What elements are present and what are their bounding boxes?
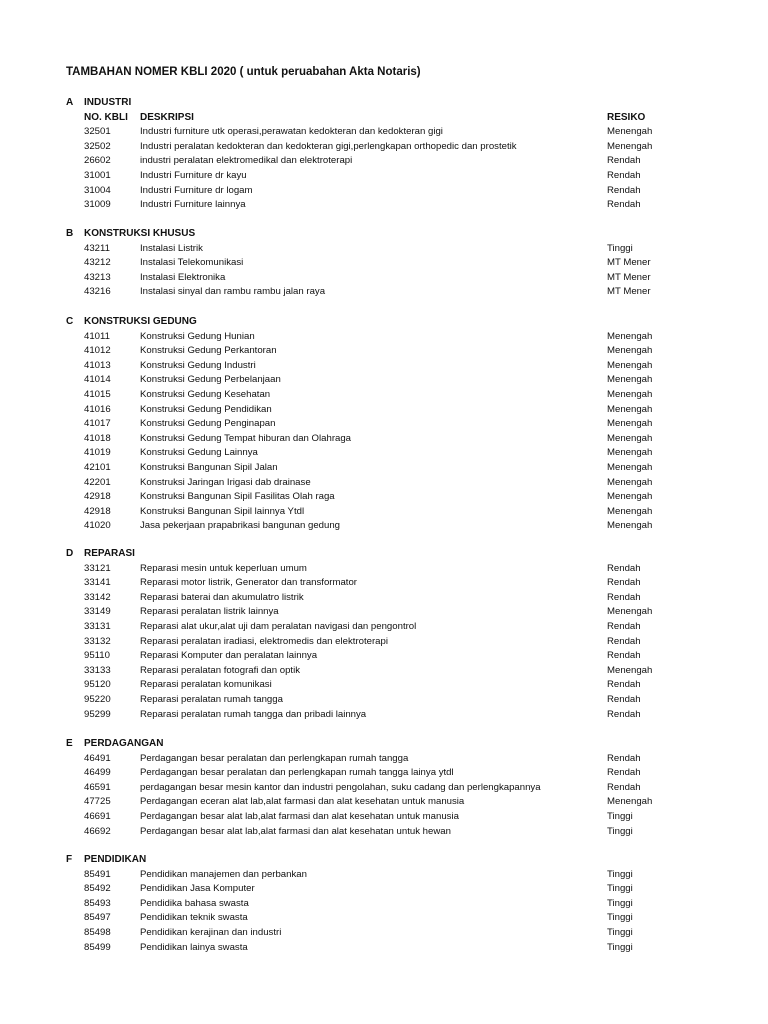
kbli-code: 42918	[84, 505, 111, 517]
kbli-code: 32502	[84, 140, 111, 152]
section-letter: D	[66, 548, 74, 559]
kbli-code: 43211	[84, 242, 110, 254]
kbli-description: Perdagangan besar peralatan dan perlengkapan rumah tangga lainya ytdl	[140, 767, 454, 779]
table-row	[0, 825, 768, 840]
risk-level: Menengah	[607, 447, 653, 459]
kbli-code: 31009	[84, 199, 111, 211]
kbli-description: Instalasi Listrik	[140, 242, 203, 254]
kbli-description: Konstruksi Bangunan Sipil Jalan	[140, 461, 278, 473]
risk-level: Menengah	[607, 345, 653, 357]
kbli-code: 95220	[84, 693, 111, 705]
kbli-description: Jasa pekerjaan prapabrikasi bangunan gedung	[140, 520, 341, 532]
kbli-description: Instalasi Telekomunikasi	[140, 257, 244, 269]
kbli-description: Reparasi peralatan rumah tangga dan pribadi lainnya	[140, 708, 367, 720]
risk-level: Menengah	[607, 388, 653, 400]
table-row	[0, 169, 768, 184]
kbli-code: 47725	[84, 796, 111, 808]
column-header-description: DESKRIPSI	[140, 111, 194, 123]
column-header-code: NO. KBLI	[84, 111, 128, 123]
risk-level: Rendah	[607, 591, 641, 603]
kbli-code: 42201	[84, 476, 111, 488]
column-header-risk: RESIKO	[607, 111, 646, 123]
kbli-code: 95120	[84, 679, 111, 691]
kbli-description: Instalasi sinyal dan rambu rambu jalan raya	[140, 286, 326, 298]
kbli-description: Konstruksi Bangunan Sipil lainnya Ytdl	[140, 505, 305, 517]
risk-level: Rendah	[607, 562, 641, 574]
kbli-code: 31004	[84, 184, 111, 196]
risk-level: Menengah	[607, 505, 653, 517]
table-row	[0, 678, 768, 693]
kbli-description: Konstruksi Gedung Industri	[140, 359, 256, 371]
kbli-description: Industri furniture utk operasi,perawatan kedokteran dan kedokteran gigi	[140, 126, 443, 138]
kbli-code: 46691	[84, 810, 111, 822]
table-row	[0, 693, 768, 708]
kbli-code: 46491	[84, 752, 111, 764]
section-heading	[0, 737, 768, 752]
table-row	[0, 708, 768, 723]
kbli-code: 43216	[84, 286, 111, 298]
table-row	[0, 140, 768, 155]
kbli-description: Pendidikan manajemen dan perbankan	[140, 868, 307, 880]
kbli-description: Reparasi baterai dan akumulatro listrik	[140, 591, 304, 603]
risk-level: Tinggi	[607, 926, 633, 938]
risk-level: Menengah	[607, 796, 653, 808]
kbli-code: 33149	[84, 606, 111, 618]
kbli-description: Konstruksi Gedung Perbelanjaan	[140, 374, 281, 386]
kbli-description: Reparasi peralatan komunikasi	[140, 679, 272, 691]
section-letter: A	[66, 97, 74, 108]
risk-level: Tinggi	[607, 242, 633, 254]
kbli-code: 85493	[84, 897, 111, 909]
risk-level: Tinggi	[607, 941, 633, 953]
table-row	[0, 446, 768, 461]
table-row	[0, 242, 768, 257]
kbli-description: Perdagangan besar alat lab,alat farmasi dan alat kesehatan untuk hewan	[140, 825, 451, 837]
kbli-code: 33121	[84, 562, 111, 574]
table-row	[0, 635, 768, 650]
table-row	[0, 359, 768, 374]
risk-level: Menengah	[607, 359, 653, 371]
kbli-code: 46499	[84, 767, 111, 779]
risk-level: Tinggi	[607, 897, 633, 909]
section-heading	[0, 853, 768, 868]
kbli-description: Konstruksi Bangunan Sipil Fasilitas Olah raga	[140, 491, 335, 503]
table-row	[0, 810, 768, 825]
kbli-description: Konstruksi Gedung Perkantoran	[140, 345, 277, 357]
table-row	[0, 184, 768, 199]
kbli-description: Instalasi Elektronika	[140, 271, 226, 283]
table-row	[0, 882, 768, 897]
table-row	[0, 417, 768, 432]
section-industri	[0, 96, 768, 213]
kbli-description: Pendidikan lainya swasta	[140, 941, 248, 953]
risk-level: Tinggi	[607, 825, 633, 837]
section-letter: F	[66, 854, 73, 865]
table-row	[0, 519, 768, 534]
table-row	[0, 256, 768, 271]
kbli-code: 41020	[84, 520, 111, 532]
table-row	[0, 562, 768, 577]
kbli-description: Reparasi motor listrik, Generator dan transformator	[140, 577, 358, 589]
table-row	[0, 752, 768, 767]
kbli-description: Industri Furniture lainnya	[140, 199, 246, 211]
section-konstruksi-gedung	[0, 315, 768, 534]
table-row	[0, 941, 768, 956]
kbli-code: 41016	[84, 403, 111, 415]
kbli-description: Perdagangan eceran alat lab,alat farmasi dan alat kesehatan untuk manusia	[140, 796, 465, 808]
section-heading	[0, 227, 768, 242]
section-konstruksi-khusus	[0, 227, 768, 300]
section-perdagangan	[0, 737, 768, 839]
kbli-description: Konstruksi Gedung Lainnya	[140, 447, 258, 459]
section-heading	[0, 547, 768, 562]
kbli-code: 85492	[84, 883, 111, 895]
risk-level: Menengah	[607, 606, 653, 618]
kbli-code: 85498	[84, 926, 111, 938]
kbli-description: Pendidikan Jasa Komputer	[140, 883, 255, 895]
document-title: TAMBAHAN NOMER KBLI 2020 ( untuk peruabahan Akta Notaris)	[66, 66, 421, 78]
section-heading	[0, 96, 768, 111]
kbli-description: Pendidikan teknik swasta	[140, 912, 248, 924]
kbli-description: Konstruksi Gedung Kesehatan	[140, 388, 271, 400]
kbli-description: Reparasi alat ukur,alat uji dam peralatan navigasi dan pengontrol	[140, 620, 417, 632]
risk-level: Rendah	[607, 184, 641, 196]
kbli-description: Reparasi peralatan iradiasi, elektromedis dan elektroterapi	[140, 635, 388, 647]
risk-level: Rendah	[607, 169, 641, 181]
risk-level: Tinggi	[607, 912, 633, 924]
section-letter: C	[66, 316, 74, 327]
kbli-code: 41014	[84, 374, 111, 386]
kbli-code: 33133	[84, 664, 111, 676]
section-name: REPARASI	[84, 548, 135, 559]
risk-level: Rendah	[607, 752, 641, 764]
kbli-description: Konstruksi Jaringan Irigasi dab drainase	[140, 476, 311, 488]
kbli-code: 85491	[84, 868, 111, 880]
table-row	[0, 795, 768, 810]
risk-level: Rendah	[607, 650, 641, 662]
risk-level: MT Mener	[607, 257, 651, 269]
risk-level: Rendah	[607, 767, 641, 779]
section-name: INDUSTRI	[84, 97, 132, 108]
kbli-description: perdagangan besar mesin kantor dan industri pengolahan, suku cadang dan perlengkapannya	[140, 781, 541, 793]
section-name: KONSTRUKSI GEDUNG	[84, 316, 197, 327]
kbli-code: 41015	[84, 388, 111, 400]
kbli-code: 43212	[84, 257, 111, 269]
kbli-description: Industri Furniture dr logam	[140, 184, 253, 196]
risk-level: Menengah	[607, 491, 653, 503]
table-row	[0, 591, 768, 606]
table-row	[0, 649, 768, 664]
kbli-code: 32501	[84, 126, 111, 138]
kbli-description: Reparasi Komputer dan peralatan lainnya	[140, 650, 318, 662]
risk-level: MT Mener	[607, 286, 651, 298]
table-row	[0, 476, 768, 491]
kbli-description: Reparasi peralatan listrik lainnya	[140, 606, 279, 618]
table-row	[0, 271, 768, 286]
risk-level: Menengah	[607, 126, 653, 138]
kbli-code: 31001	[84, 169, 111, 181]
risk-level: Rendah	[607, 620, 641, 632]
table-row	[0, 373, 768, 388]
risk-level: Tinggi	[607, 883, 633, 895]
table-row	[0, 403, 768, 418]
kbli-description: Reparasi peralatan fotografi dan optik	[140, 664, 300, 676]
kbli-code: 43213	[84, 271, 111, 283]
kbli-code: 46591	[84, 781, 111, 793]
section-name: PENDIDIKAN	[84, 854, 147, 865]
table-row	[0, 576, 768, 591]
table-row	[0, 461, 768, 476]
kbli-description: Perdagangan besar alat lab,alat farmasi dan alat kesehatan untuk manusia	[140, 810, 459, 822]
kbli-description: Konstruksi Gedung Hunian	[140, 330, 255, 342]
column-header-row	[0, 111, 768, 126]
kbli-description: Perdagangan besar peralatan dan perlengkapan rumah tangga	[140, 752, 409, 764]
kbli-description: Reparasi mesin untuk keperluan umum	[140, 562, 307, 574]
kbli-description: Konstruksi Gedung Pendidikan	[140, 403, 272, 415]
table-row	[0, 198, 768, 213]
kbli-code: 33132	[84, 635, 111, 647]
kbli-code: 46692	[84, 825, 111, 837]
kbli-code: 41011	[84, 330, 110, 342]
kbli-code: 42101	[84, 461, 111, 473]
table-row	[0, 911, 768, 926]
kbli-code: 41018	[84, 432, 111, 444]
table-row	[0, 605, 768, 620]
table-row	[0, 664, 768, 679]
section-letter: E	[66, 738, 73, 749]
risk-level: Rendah	[607, 708, 641, 720]
table-row	[0, 897, 768, 912]
kbli-code: 42918	[84, 491, 111, 503]
kbli-description: Pendidika bahasa swasta	[140, 897, 249, 909]
kbli-description: Industri Furniture dr kayu	[140, 169, 247, 181]
table-row	[0, 432, 768, 447]
kbli-description: Industri peralatan kedokteran dan kedokteran gigi,perlengkapan orthopedic dan prostetik	[140, 140, 517, 152]
kbli-code: 41012	[84, 345, 111, 357]
risk-level: Rendah	[607, 781, 641, 793]
kbli-code: 41013	[84, 359, 111, 371]
risk-level: Menengah	[607, 520, 653, 532]
table-row	[0, 868, 768, 883]
risk-level: MT Mener	[607, 271, 651, 283]
table-row	[0, 926, 768, 941]
section-name: PERDAGANGAN	[84, 738, 164, 749]
kbli-code: 85497	[84, 912, 111, 924]
kbli-code: 41017	[84, 418, 111, 430]
table-row	[0, 490, 768, 505]
section-pendidikan	[0, 853, 768, 955]
section-heading	[0, 315, 768, 330]
kbli-code: 85499	[84, 941, 111, 953]
kbli-description: industri peralatan elektromedikal dan elektroterapi	[140, 155, 353, 167]
section-name: KONSTRUKSI KHUSUS	[84, 228, 196, 239]
risk-level: Menengah	[607, 432, 653, 444]
kbli-code: 41019	[84, 447, 111, 459]
section-letter: B	[66, 228, 74, 239]
risk-level: Menengah	[607, 461, 653, 473]
kbli-code: 95299	[84, 708, 111, 720]
risk-level: Menengah	[607, 374, 653, 386]
risk-level: Rendah	[607, 199, 641, 211]
risk-level: Rendah	[607, 155, 641, 167]
section-reparasi	[0, 547, 768, 722]
table-row	[0, 344, 768, 359]
table-row	[0, 620, 768, 635]
table-row	[0, 505, 768, 520]
risk-level: Rendah	[607, 635, 641, 647]
kbli-code: 95110	[84, 650, 110, 662]
risk-level: Rendah	[607, 577, 641, 589]
table-row	[0, 154, 768, 169]
kbli-code: 26602	[84, 155, 111, 167]
risk-level: Tinggi	[607, 810, 633, 822]
risk-level: Menengah	[607, 664, 653, 676]
kbli-description: Pendidikan kerajinan dan industri	[140, 926, 282, 938]
risk-level: Menengah	[607, 330, 653, 342]
risk-level: Menengah	[607, 140, 653, 152]
kbli-code: 33142	[84, 591, 111, 603]
kbli-code: 33131	[84, 620, 111, 632]
table-row	[0, 388, 768, 403]
risk-level: Rendah	[607, 693, 641, 705]
risk-level: Tinggi	[607, 868, 633, 880]
risk-level: Menengah	[607, 476, 653, 488]
table-row	[0, 330, 768, 345]
kbli-description: Reparasi peralatan rumah tangga	[140, 693, 283, 705]
kbli-description: Konstruksi Gedung Tempat hiburan dan Olahraga	[140, 432, 352, 444]
table-row	[0, 781, 768, 796]
risk-level: Menengah	[607, 403, 653, 415]
table-row	[0, 766, 768, 781]
kbli-description: Konstruksi Gedung Penginapan	[140, 418, 276, 430]
table-row	[0, 285, 768, 300]
table-row	[0, 125, 768, 140]
kbli-code: 33141	[84, 577, 111, 589]
risk-level: Menengah	[607, 418, 653, 430]
risk-level: Rendah	[607, 679, 641, 691]
